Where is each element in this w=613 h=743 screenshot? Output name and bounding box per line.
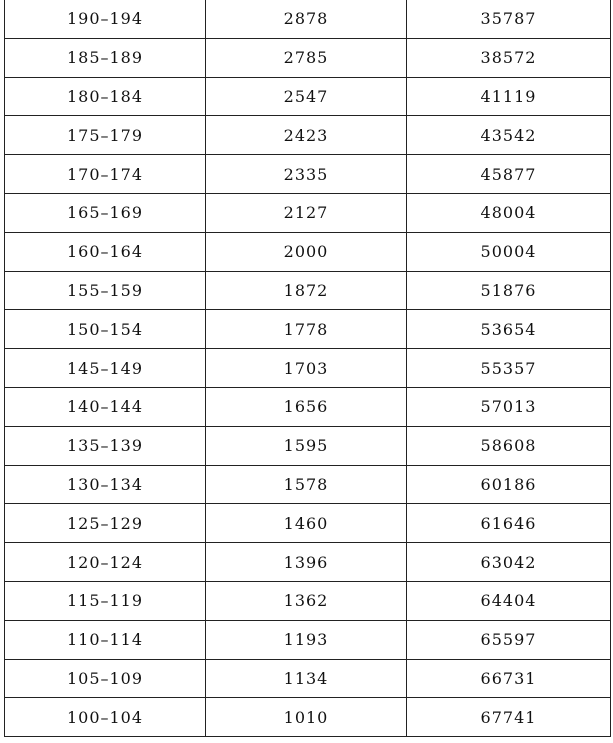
cumulative-count-cell: 50004 xyxy=(407,232,611,271)
score-range-cell: 185–189 xyxy=(5,38,206,77)
score-range-cell: 110–114 xyxy=(5,620,206,659)
table-row xyxy=(5,0,611,38)
count-cell: 1703 xyxy=(206,349,407,388)
table-row xyxy=(5,271,611,310)
score-range-cell: 130–134 xyxy=(5,465,206,504)
score-range-cell: 175–179 xyxy=(5,116,206,155)
cumulative-count-cell: 67741 xyxy=(407,698,611,737)
table-body xyxy=(5,0,611,737)
cumulative-count-cell: 57013 xyxy=(407,387,611,426)
score-range-cell: 120–124 xyxy=(5,543,206,582)
cumulative-count-cell: 58608 xyxy=(407,426,611,465)
count-cell: 1656 xyxy=(206,387,407,426)
cumulative-count-cell: 43542 xyxy=(407,116,611,155)
cumulative-count-cell: 51876 xyxy=(407,271,611,310)
count-cell: 1460 xyxy=(206,504,407,543)
score-range-cell: 190–194 xyxy=(5,0,206,38)
score-range-cell: 105–109 xyxy=(5,659,206,698)
count-cell: 2335 xyxy=(206,155,407,194)
cumulative-count-cell: 38572 xyxy=(407,38,611,77)
cumulative-count-cell: 60186 xyxy=(407,465,611,504)
table-row xyxy=(5,349,611,388)
score-range-cell: 170–174 xyxy=(5,155,206,194)
score-range-cell: 115–119 xyxy=(5,581,206,620)
table-row xyxy=(5,465,611,504)
table-row xyxy=(5,77,611,116)
count-cell: 2547 xyxy=(206,77,407,116)
table-row xyxy=(5,581,611,620)
table-row xyxy=(5,193,611,232)
score-range-cell: 100–104 xyxy=(5,698,206,737)
score-range-cell: 180–184 xyxy=(5,77,206,116)
cumulative-count-cell: 35787 xyxy=(407,0,611,38)
count-cell: 2127 xyxy=(206,193,407,232)
table-row xyxy=(5,310,611,349)
cumulative-count-cell: 41119 xyxy=(407,77,611,116)
count-cell: 1193 xyxy=(206,620,407,659)
count-cell: 1872 xyxy=(206,271,407,310)
count-cell: 2000 xyxy=(206,232,407,271)
table-row xyxy=(5,155,611,194)
cumulative-count-cell: 53654 xyxy=(407,310,611,349)
cumulative-count-cell: 66731 xyxy=(407,659,611,698)
count-cell: 1134 xyxy=(206,659,407,698)
table-row xyxy=(5,504,611,543)
count-cell: 1578 xyxy=(206,465,407,504)
cumulative-count-cell: 48004 xyxy=(407,193,611,232)
count-cell: 1362 xyxy=(206,581,407,620)
cumulative-count-cell: 63042 xyxy=(407,543,611,582)
count-cell: 1396 xyxy=(206,543,407,582)
score-range-cell: 150–154 xyxy=(5,310,206,349)
count-cell: 2423 xyxy=(206,116,407,155)
count-cell: 1595 xyxy=(206,426,407,465)
cumulative-count-cell: 45877 xyxy=(407,155,611,194)
score-range-cell: 145–149 xyxy=(5,349,206,388)
score-distribution-table-wrapper xyxy=(4,0,610,737)
table-row xyxy=(5,698,611,737)
count-cell: 2785 xyxy=(206,38,407,77)
count-cell: 2878 xyxy=(206,0,407,38)
score-range-cell: 140–144 xyxy=(5,387,206,426)
score-distribution-table xyxy=(4,0,611,737)
cumulative-count-cell: 64404 xyxy=(407,581,611,620)
score-range-cell: 135–139 xyxy=(5,426,206,465)
cumulative-count-cell: 61646 xyxy=(407,504,611,543)
table-row xyxy=(5,116,611,155)
cumulative-count-cell: 55357 xyxy=(407,349,611,388)
table-row xyxy=(5,426,611,465)
score-range-cell: 165–169 xyxy=(5,193,206,232)
table-row xyxy=(5,38,611,77)
count-cell: 1010 xyxy=(206,698,407,737)
score-range-cell: 160–164 xyxy=(5,232,206,271)
cumulative-count-cell: 65597 xyxy=(407,620,611,659)
table-row xyxy=(5,232,611,271)
score-range-cell: 125–129 xyxy=(5,504,206,543)
table-row xyxy=(5,387,611,426)
table-row xyxy=(5,620,611,659)
table-row xyxy=(5,659,611,698)
count-cell: 1778 xyxy=(206,310,407,349)
table-row xyxy=(5,543,611,582)
score-range-cell: 155–159 xyxy=(5,271,206,310)
